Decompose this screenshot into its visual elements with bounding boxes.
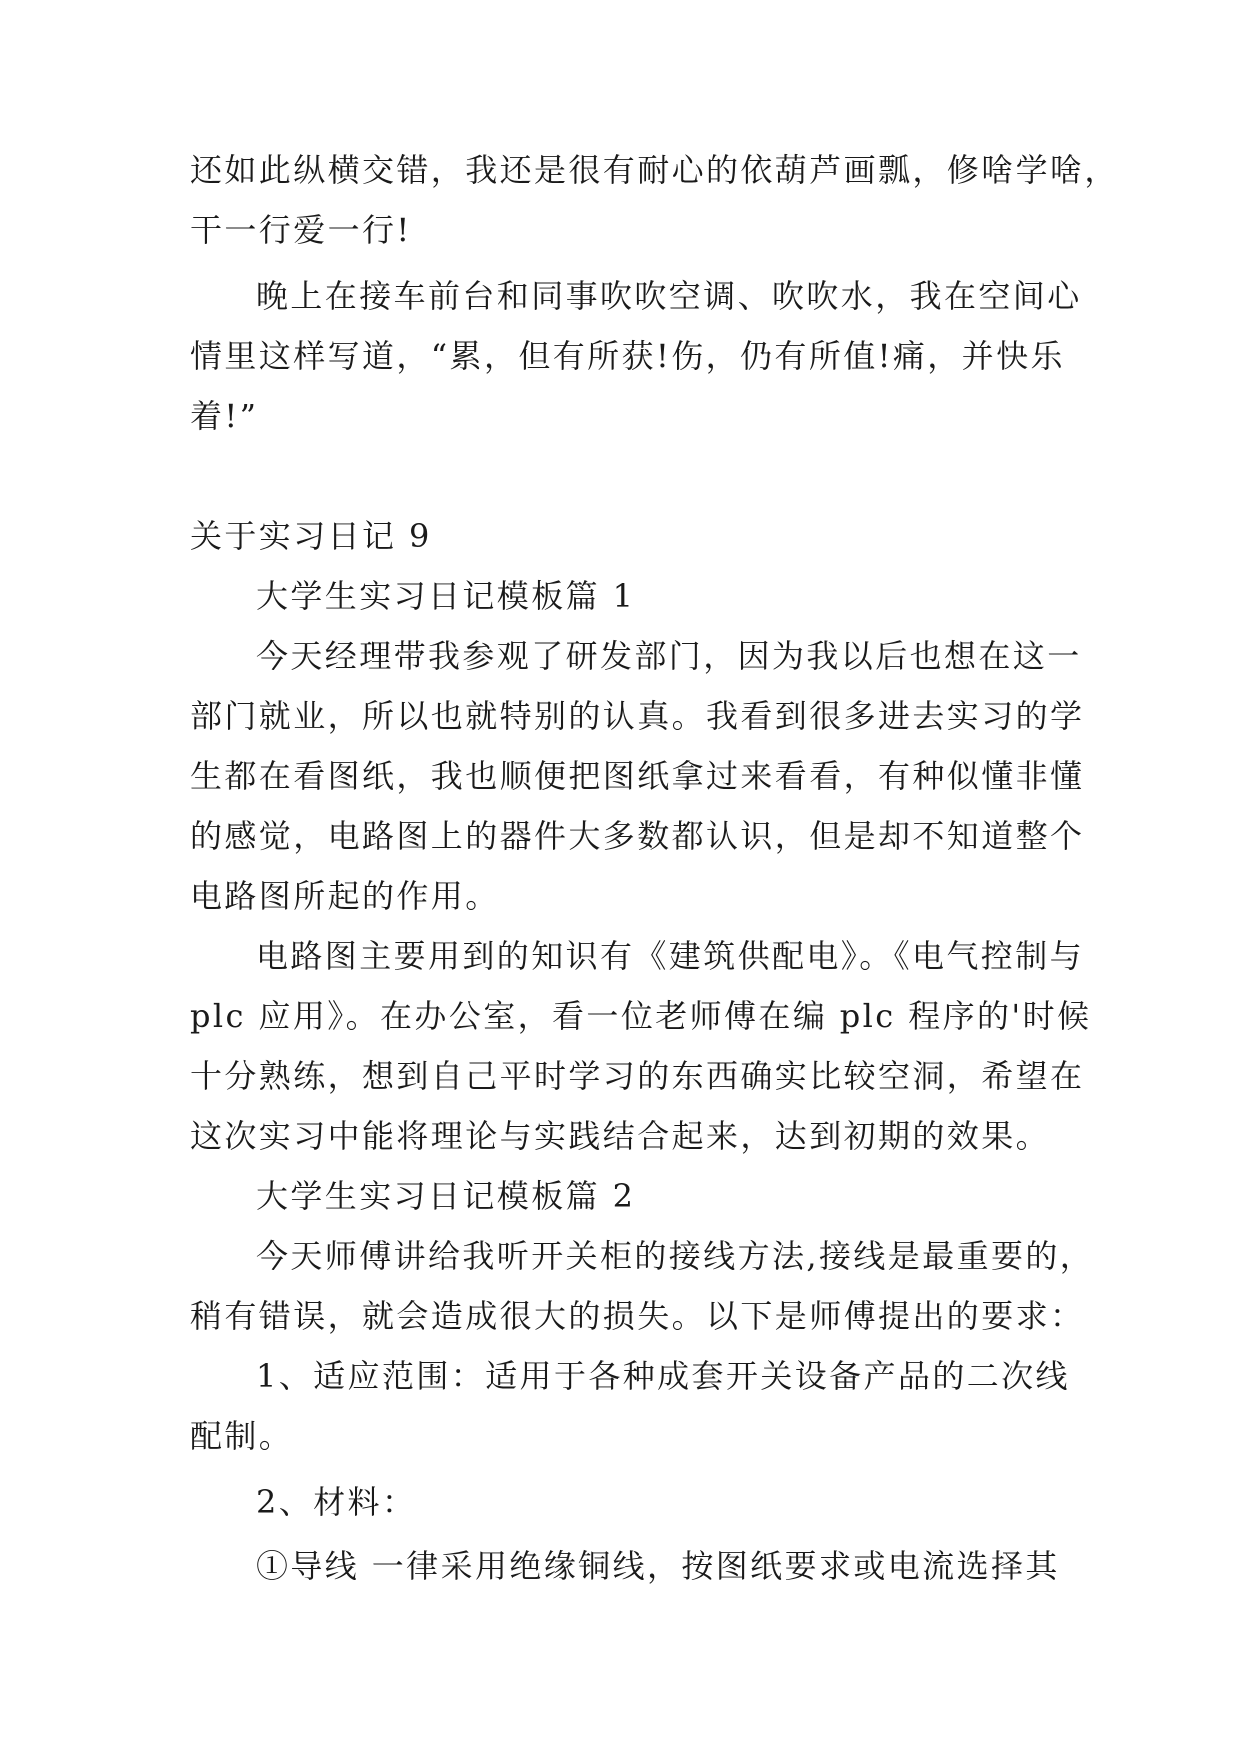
text-line: 的感觉，电路图上的器件大多数都认识，但是却不知道整个 xyxy=(190,817,1085,855)
text-line: 还如此纵横交错，我还是很有耐心的依葫芦画瓢，修啥学啥， xyxy=(190,151,1119,189)
text-line: 这次实习中能将理论与实践结合起来，达到初期的效果。 xyxy=(190,1117,1051,1155)
text-line: 今天师傅讲给我听开关柜的接线方法,接线是最重要的， xyxy=(256,1237,1095,1275)
subsection-heading: 大学生实习日记模板篇 1 xyxy=(256,577,636,615)
text-line: ①导线 一律采用绝缘铜线，按图纸要求或电流选择其 xyxy=(256,1547,1060,1585)
text-line: 十分熟练，想到自己平时学习的东西确实比较空洞，希望在 xyxy=(190,1057,1085,1095)
text-line: 1、适应范围：适用于各种成套开关设备产品的二次线 xyxy=(256,1357,1070,1395)
text-line: 今天经理带我参观了研发部门，因为我以后也想在这一 xyxy=(256,637,1082,675)
text-line: plc 应用》。在办公室，看一位老师傅在编 plc 程序的'时候 xyxy=(190,997,1092,1035)
text-line: 生都在看图纸，我也顺便把图纸拿过来看看，有种似懂非懂 xyxy=(190,757,1085,795)
text-line: 稍有错误，就会造成很大的损失。以下是师傅提出的要求： xyxy=(190,1297,1085,1335)
section-heading: 关于实习日记 9 xyxy=(190,517,432,555)
text-line: 着!” xyxy=(190,397,259,435)
text-line: 电路图主要用到的知识有《建筑供配电》。《电气控制与 xyxy=(256,937,1085,975)
text-line: 晚上在接车前台和同事吹吹空调、吹吹水，我在空间心 xyxy=(256,277,1082,315)
text-line: 2、材料： xyxy=(256,1483,417,1521)
text-line: 电路图所起的作用。 xyxy=(190,877,500,915)
subsection-heading: 大学生实习日记模板篇 2 xyxy=(256,1177,636,1215)
text-line: 配制。 xyxy=(190,1417,294,1455)
text-line: 情里这样写道，“累，但有所获!伤，仍有所值!痛，并快乐 xyxy=(190,337,1065,375)
text-line: 干一行爱一行! xyxy=(190,211,412,249)
text-line: 部门就业，所以也就特别的认真。我看到很多进去实习的学 xyxy=(190,697,1085,735)
